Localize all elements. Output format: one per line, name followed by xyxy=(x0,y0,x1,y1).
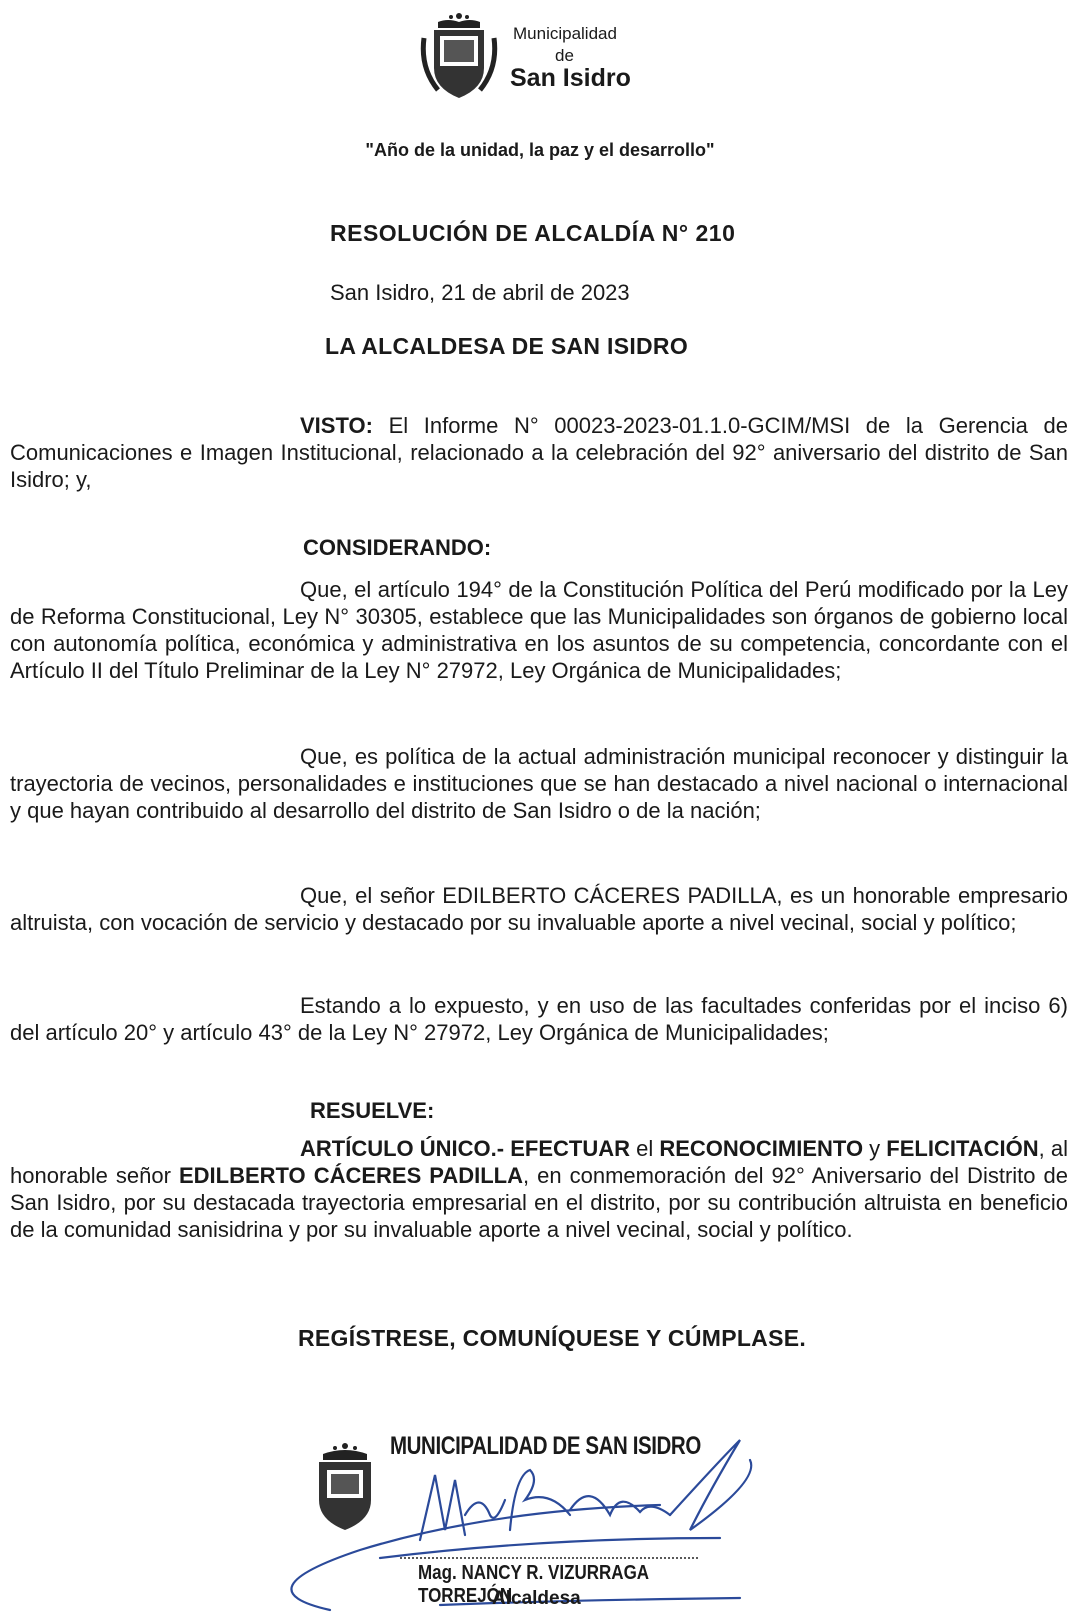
letterhead xyxy=(0,0,1080,120)
considerando-paragraph-4: Estando a lo expuesto, y en uso de las facultades conferidas por el inciso 6) del artículo 20° y artículo 43° de la Ley N° 27972, Ley Orgánica de Municipalidades; xyxy=(10,993,1068,1045)
year-motto: "Año de la unidad, la paz y el desarrollo" xyxy=(365,140,715,160)
stamp-title: MUNICIPALIDAD DE SAN ISIDRO xyxy=(390,1432,701,1460)
honoree-name: EDILBERTO CÁCERES PADILLA xyxy=(178,1163,523,1188)
resuelve-heading: RESUELVE: xyxy=(310,1098,435,1123)
municipal-crest-icon xyxy=(418,8,500,111)
municipality-name-line2: de xyxy=(555,46,574,65)
considerando-paragraph-2: Que, es política de la actual administración municipal reconocer y distinguir la trayectoria de vecinos, personalidades e instituciones que se han destacado a nivel nacional o internacional y que hayan contribuido al desarrollo del distrito de San Isidro o de la nación; xyxy=(10,744,1068,823)
articulo-label: ARTÍCULO ÚNICO.- EFECTUAR xyxy=(300,1136,630,1161)
visto-paragraph xyxy=(10,412,1068,493)
municipality-name-line1: Municipalidad xyxy=(513,24,617,43)
considerando-paragraph-3: Que, el señor EDILBERTO CÁCERES PADILLA, es un honorable empresario altruista, con vocación de servicio y destacado por su invaluable aporte a nivel vecinal, social y político; xyxy=(10,883,1068,935)
issuing-authority: LA ALCALDESA DE SAN ISIDRO xyxy=(325,333,689,359)
considerando-heading: CONSIDERANDO: xyxy=(303,535,492,560)
signer-role: Alcaldesa xyxy=(492,1588,581,1609)
signer-name: Mag. NANCY R. VIZURRAGA TORREJÓN xyxy=(418,1562,649,1607)
closing-formula: REGÍSTRESE, COMUNÍQUESE Y CÚMPLASE. xyxy=(298,1325,807,1351)
visto-label: VISTO: xyxy=(300,413,373,438)
considerando-paragraph-1: Que, el artículo 194° de la Constitución Política del Perú modificado por la Ley de Reforma Constitucional, Ley N° 30305, establece que las Municipalidades son órganos de gobierno local con autonomía política, económica y administrativa en los asuntos de su competencia, concordante con el Artículo II del Título Preliminar de la Ley N° 27972, Ley Orgánica de Municipalidades; xyxy=(10,577,1068,683)
visto-text: El Informe N° 00023-2023-01.1.0-GCIM/MSI de la Gerencia de Comunicaciones e Imagen Institucional, relacionado a la celebración del 92° aniversario del distrito de San Isidro; y, xyxy=(10,413,1068,492)
resolution-title: RESOLUCIÓN DE ALCALDÍA N° 210 xyxy=(330,220,736,246)
signature-block xyxy=(240,1420,800,1620)
articulo-unico-paragraph: ARTÍCULO ÚNICO.- EFECTUAR el RECONOCIMIENTO y FELICITACIÓN, al honorable señor EDILBERTO CÁCERES PADILLA, en conmemoración del 92° Aniversario del Distrito de San Isidro, por su destacada trayectoria empresarial en el distrito, por su contribución altruista en beneficio de la comunidad sanisidrina y por su invaluable aporte a nivel vecinal, social y político. xyxy=(10,1136,1069,1242)
municipality-name-line3: San Isidro xyxy=(510,64,631,92)
place-date: San Isidro, 21 de abril de 2023 xyxy=(330,280,630,305)
